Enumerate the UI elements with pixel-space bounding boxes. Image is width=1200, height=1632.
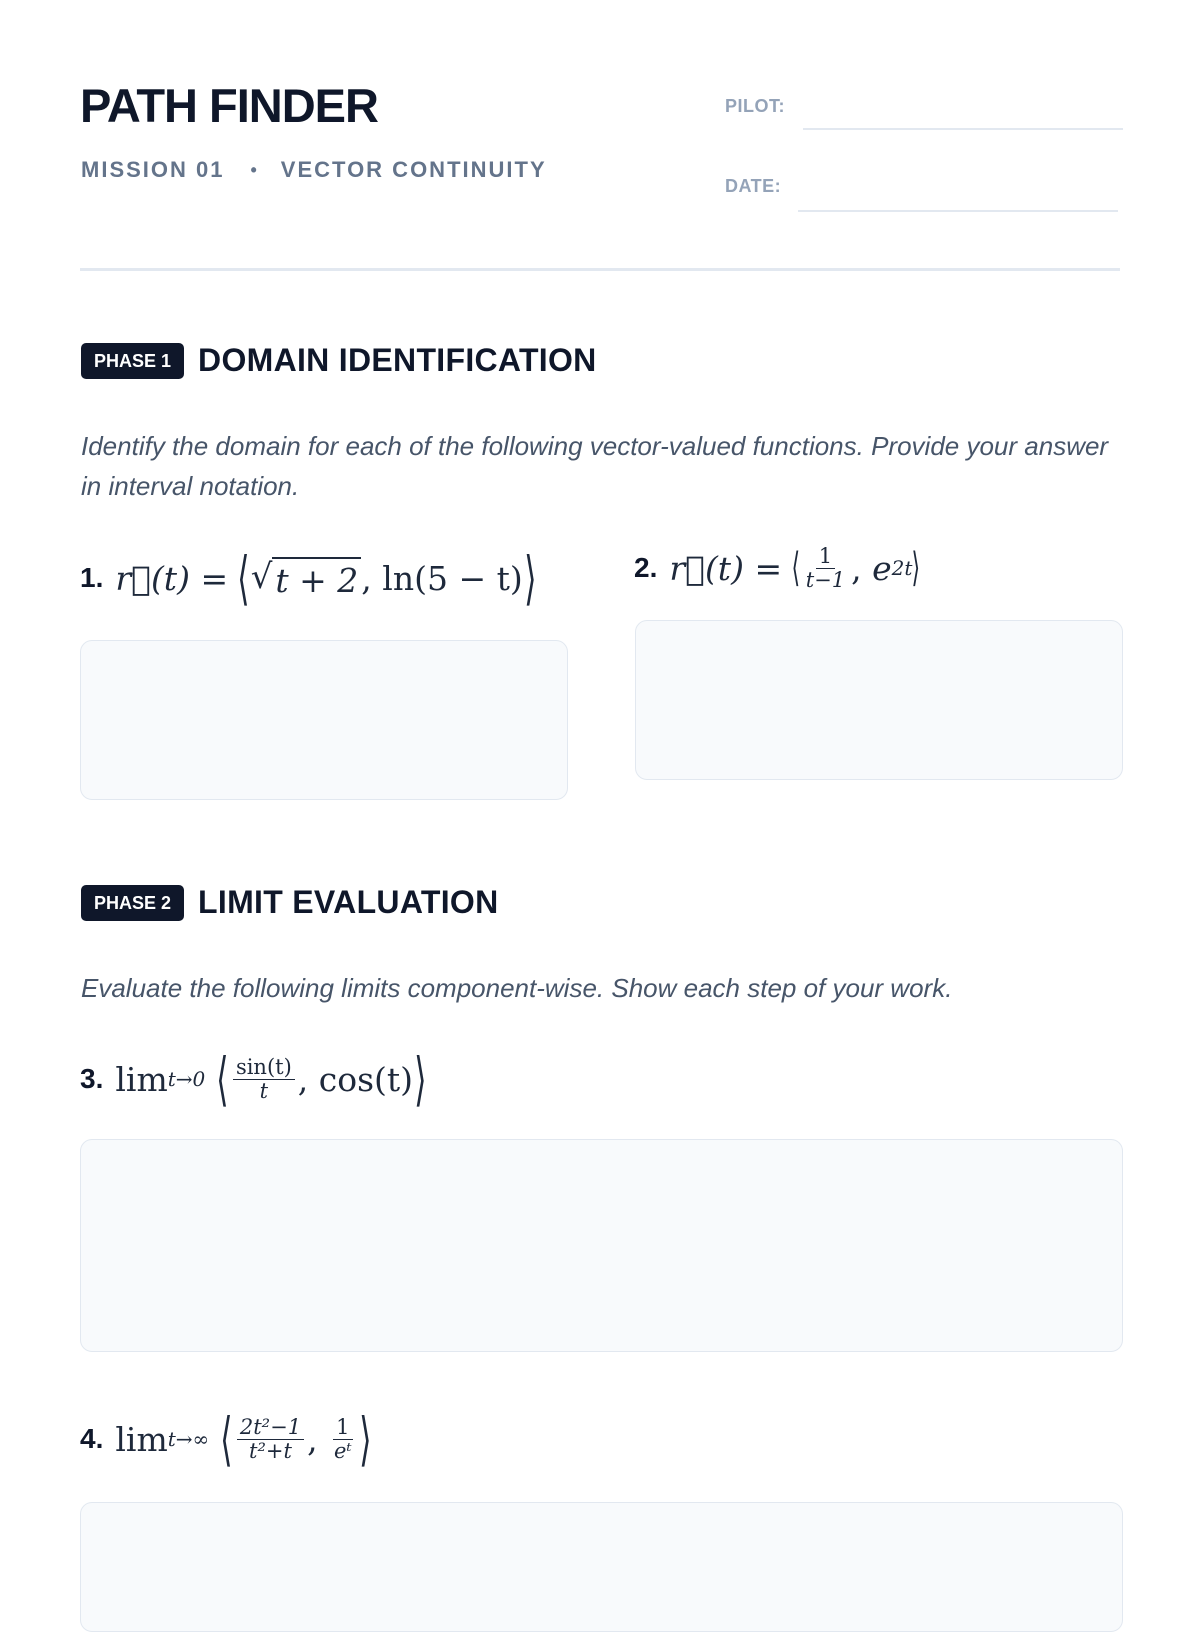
sqrt-expression: √ t + 2 [251, 557, 362, 600]
fraction-numerator: 2t²−1 [237, 1416, 304, 1439]
problem-2: 2. r⃗(t) = ⟨ $\frac{1}{t-1}$ , e 2t ⟩ [634, 544, 921, 592]
separator-dot: • [250, 159, 259, 180]
mission-label: MISSION 01 [81, 157, 225, 182]
problem-3-limit-subscript: t→0 [167, 1067, 206, 1091]
problem-4-lim: lim [115, 1419, 168, 1459]
worksheet-title: PATH FINDER [80, 79, 378, 132]
answer-box-3[interactable] [80, 1139, 1123, 1352]
pilot-label: PILOT: [725, 96, 785, 116]
right-angle-bracket: ⟩ [414, 1045, 427, 1113]
answer-box-4[interactable] [80, 1502, 1123, 1632]
header-divider [80, 268, 1120, 271]
phase-2-badge: PHASE 2 [81, 885, 184, 921]
problem-2-base: e [872, 548, 892, 588]
fraction-numerator: 1 [816, 545, 835, 568]
problem-2-exponent: 2t [891, 556, 913, 580]
answer-box-2[interactable] [635, 620, 1123, 780]
problem-3-number: 3. [80, 1063, 104, 1094]
problem-1-lhs: r⃗(t) = [115, 558, 229, 598]
date-label: DATE: [725, 176, 782, 196]
problem-4-fraction-2 [331, 1416, 355, 1461]
phase-1-instructions: Identify the domain for each of the following vector-valued functions. Provide your answer in interval notation. [81, 431, 1109, 501]
date-field[interactable] [798, 210, 1118, 212]
right-angle-bracket: ⟩ [358, 1405, 372, 1473]
right-angle-bracket: ⟩ [911, 545, 921, 591]
fraction-numerator: sin(t) [233, 1056, 295, 1079]
problem-4-fraction-1 [237, 1416, 304, 1461]
worksheet-subtitle [81, 157, 547, 183]
fraction-denominator: t−1 [805, 567, 846, 592]
problem-4: 4. lim t→∞ ⟨ $\frac{\text{2t²−1}}{\text{t²+t}}$ , $\frac{1}{\text{eᵗ}}$ ⟩ [80, 1405, 372, 1473]
left-angle-bracket: ⟨ [791, 545, 801, 591]
problem-3-lim: lim [115, 1059, 168, 1099]
pilot-field[interactable] [803, 128, 1123, 130]
problem-1: 1. r⃗(t) = ⟨ √ t + 2 , ln(5 − t) ⟩ [80, 544, 537, 612]
topic-label: VECTOR CONTINUITY [280, 157, 547, 182]
right-angle-bracket: ⟩ [523, 544, 537, 612]
phase-2-heading [81, 884, 499, 921]
phase-1-badge: PHASE 1 [81, 343, 184, 379]
fraction-denominator: eᵗ [334, 1438, 352, 1463]
problem-2-fraction [803, 545, 848, 590]
fraction-numerator: 1 [333, 1416, 352, 1439]
problem-4-number: 4. [80, 1423, 104, 1454]
fraction-denominator: t²+t [249, 1438, 292, 1463]
phase-2-instructions: Evaluate the following limits component-wise. Show each step of your work. [81, 973, 953, 1003]
phase-1-heading [81, 342, 597, 379]
problem-2-lhs: r⃗(t) = [669, 548, 783, 588]
fraction-denominator: t [259, 1078, 269, 1103]
left-angle-bracket: ⟨ [237, 544, 250, 612]
problem-3-component-2: cos(t) [318, 1059, 414, 1099]
problem-3-fraction [233, 1056, 295, 1101]
phase-2-title: LIMIT EVALUATION [198, 884, 499, 920]
left-angle-bracket: ⟨ [216, 1045, 229, 1113]
problem-3: 3. lim t→0 ⟨ $\frac{\sin(t)}{t}$ , cos(t) ⟩ [80, 1045, 427, 1113]
phase-1-title: DOMAIN IDENTIFICATION [198, 342, 597, 378]
problem-1-number: 1. [80, 562, 104, 593]
problem-2-number: 2. [634, 552, 658, 583]
problem-4-limit-subscript: t→∞ [167, 1427, 210, 1451]
answer-box-1[interactable] [80, 640, 568, 800]
problem-1-component-2: ln(5 − t) [382, 558, 523, 598]
left-angle-bracket: ⟨ [220, 1405, 233, 1473]
problem-1-radicand: t + 2 [272, 557, 361, 600]
